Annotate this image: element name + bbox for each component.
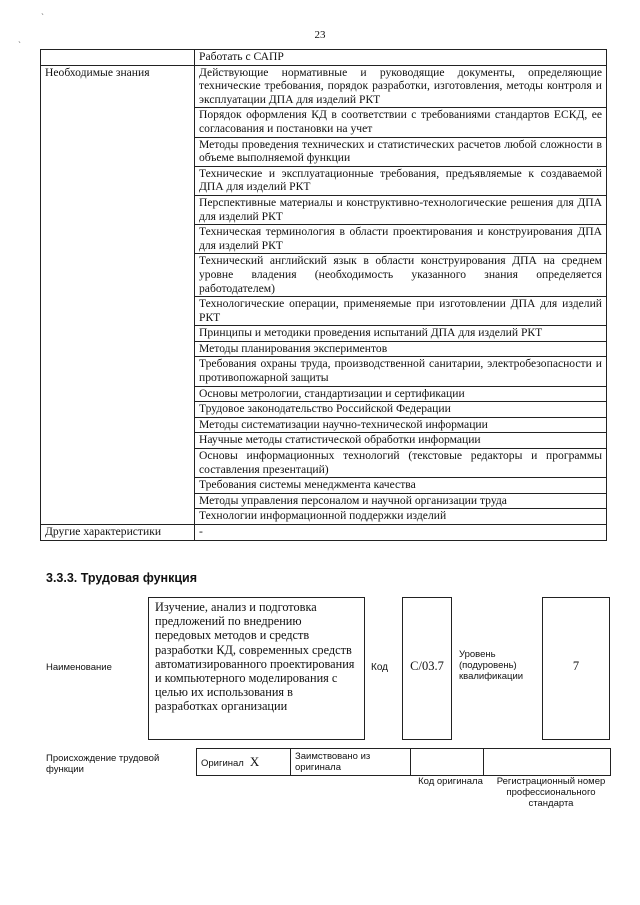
table-row [197, 749, 611, 776]
table-cell: Методы систематизации научно-технической информации [195, 417, 607, 433]
table-row [41, 50, 607, 66]
table-cell: Технический английский язык в области конструирования ДПА на среднем уровне владения (необходимость указанного знания определяется работодателем) [195, 254, 607, 297]
table-cell: Методы управления персоналом и научной организации труда [195, 493, 607, 509]
code-value: C/03.7 [402, 597, 452, 740]
name-label: Наименование [46, 662, 112, 673]
borrowed-label: Заимствовано из оригинала [291, 749, 411, 776]
page-number: 23 [314, 29, 326, 41]
table-cell: Действующие нормативные и руководящие документы, определяющие технические требования, порядок разработки, изготовления, методы контроля и эксплуатации ДПА для изделий РКТ [195, 65, 607, 108]
code-original-caption: Код оригинала [418, 776, 483, 787]
table-row [41, 525, 607, 541]
table-cell: Технические и эксплуатационные требования, предъявляемые к создаваемой ДПА для изделий РКТ [195, 166, 607, 195]
code-label: Код [371, 662, 389, 673]
original-label: Оригинал [201, 758, 244, 769]
margin-mark-left: ` [18, 40, 21, 50]
table-cell: Основы метрологии, стандартизации и сертификации [195, 386, 607, 402]
level-label: Уровень (подуровень) квалификации [459, 649, 524, 682]
code-original-cell [411, 749, 484, 776]
table-cell: Принципы и методики проведения испытаний ДПА для изделий РКТ [195, 326, 607, 342]
reg-number-cell [484, 749, 611, 776]
origin-label: Происхождение трудовой функции [46, 753, 160, 775]
table-cell: Научные методы статистической обработки информации [195, 433, 607, 449]
table-cell: Работать с САПР [195, 50, 607, 66]
row-label-knowledge: Необходимые знания [41, 65, 195, 524]
requirements-table [40, 49, 607, 541]
table-cell: Технологические операции, применяемые при изготовлении ДПА для изделий РКТ [195, 297, 607, 326]
table-cell: Методы проведения технических и статистических расчетов любой сложности в объеме выполняемой функции [195, 137, 607, 166]
function-name-box: Изучение, анализ и подготовка предложений по внедрению передовых методов и средств разработки КД, современных средств автоматизированного проектирования и компьютерного моделирования с целью их использования в разработках организации [148, 597, 365, 740]
table-cell: Основы информационных технологий (текстовые редакторы и программы составления презентаций) [195, 449, 607, 478]
table-cell: - [195, 525, 607, 541]
table-cell: Требования системы менеджмента качества [195, 478, 607, 494]
table-cell: Методы планирования экспериментов [195, 341, 607, 357]
section-title: 3.3.3. Трудовая функция [46, 571, 198, 585]
table-cell: Порядок оформления КД в соответствии с требованиями стандартов ЕСКД, ее согласования и постановки на учет [195, 108, 607, 137]
level-value: 7 [542, 597, 610, 740]
row-label-other: Другие характеристики [41, 525, 195, 541]
table-cell: Трудовое законодательство Российской Федерации [195, 402, 607, 418]
reg-number-caption: Регистрационный номер профессионального стандарта [496, 776, 606, 809]
origin-table [196, 748, 611, 776]
original-cell [197, 749, 291, 776]
margin-mark-top: ` [41, 12, 44, 22]
table-cell: Перспективные материалы и конструктивно-технологические решения для ДПА для изделий РКТ [195, 195, 607, 224]
original-mark: X [249, 754, 260, 769]
table-cell: Технологии информационной поддержки изделий [195, 509, 607, 525]
table-cell: Техническая терминология в области проектирования и конструирования ДПА для изделий РКТ [195, 225, 607, 254]
table-cell: Требования охраны труда, производственной санитарии, электробезопасности и противопожарной защиты [195, 357, 607, 386]
row-label [41, 50, 195, 66]
table-row [41, 65, 607, 108]
